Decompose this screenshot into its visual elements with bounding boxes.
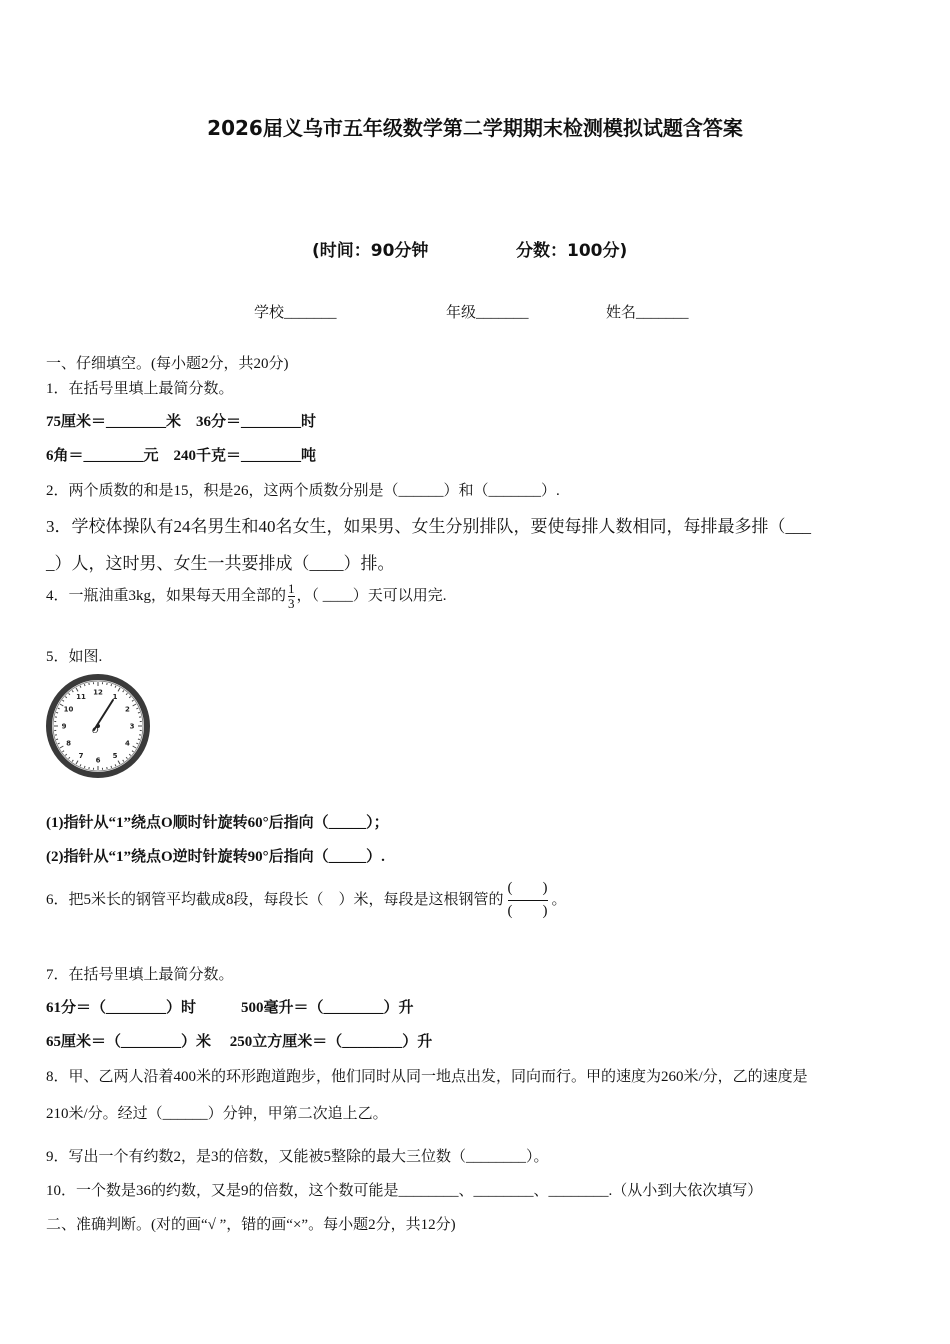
clock-number: 11 [76,693,86,702]
score-info: 分数：100分) [516,241,628,261]
q1-stem: 1．在括号里填上最简分数。 [46,381,234,397]
q4 [46,582,447,611]
clock-center-label: O [92,726,99,735]
clock-tick [56,712,58,713]
clock-number: 12 [93,688,103,697]
q8-line1: 8．甲、乙两人沿着400米的环形跑道跑步，他们同时从同一地点出发，同向而行。甲的速度为260米/分，乙的速度是 [46,1069,808,1085]
page-title: 2026届义乌市五年级数学第二学期期末检测模拟试题含答案 [207,116,743,140]
q6-after: 。 [551,891,567,908]
clock-tick [111,766,112,768]
time-info: (时间：90分钟 [312,241,429,261]
blank-fraction: $\frac{( )}{( )}$ [508,878,548,923]
q6-before: 6．把5米长的钢管平均截成8段，每段长（ ）米，每段是这根钢管的 [46,891,504,908]
clock-number: 9 [61,722,67,731]
clock-number: 3 [129,722,135,731]
q6 [46,878,567,923]
clock-number: 7 [78,751,84,760]
section1-heading: 一、仔细填空。(每小题2分，共20分) [46,356,289,372]
school-field: 学校_______ [254,305,337,321]
clock-number: 1 [112,693,118,702]
name-field: 姓名_______ [606,305,689,321]
q10: 10．一个数是36的约数，又是9的倍数，这个数可能是________、________、________.（从小到大依次填写） [46,1183,763,1199]
q5-stem: 5．如图. [46,649,103,665]
section2-heading: 二、准确判断。(对的画“√ ”，错的画“×”。每小题2分，共12分) [46,1217,456,1233]
q4-before: 4．一瓶油重3kg，如果每天用全部的 [46,587,287,604]
grade-field: 年级_______ [446,305,529,321]
q7-row1: 61分＝（________）时 500毫升＝（________）升 [46,1000,414,1016]
clock-tick [84,766,85,768]
clock-tick [138,712,140,713]
q8-line2: 210米/分。经过（______）分钟，甲第二次追上乙。 [46,1106,388,1122]
clock-tick [138,739,140,740]
q2: 2．两个质数的和是15，积是26，这两个质数分别是（______）和（_______）. [46,483,560,499]
clock-number: 4 [125,739,130,748]
clock-number: 8 [66,739,71,748]
q1-row1: 75厘米＝________米 36分＝________时 [46,414,317,430]
clock-tick [111,684,112,686]
clock-number: 10 [63,705,74,714]
clock-number: 2 [125,705,130,714]
clock-tick [84,684,85,686]
q3-line2: _）人，这时男、女生一共要排成（____）排。 [46,554,395,573]
q9: 9．写出一个有约数2，是3的倍数，又能被5整除的最大三位数（________）。 [46,1149,549,1165]
clock-tick [56,739,58,740]
q7-stem: 7．在括号里填上最简分数。 [46,967,234,983]
clock-number: 5 [112,751,118,760]
q1-row2: 6角＝________元 240千克＝________吨 [46,448,317,464]
q5-part1: (1)指针从“1”绕点O顺时针旋转60°后指向（_____）； [46,815,389,831]
q7-row2: 65厘米＝（________）米 250立方厘米＝（________）升 [46,1034,433,1050]
q5-part2: (2)指针从“1”绕点O逆时针旋转90°后指向（_____）. [46,849,385,865]
q3-line1: 3．学校体操队有24名男生和40名女生，如果男、女生分别排队，要使每排人数相同，每排最多排（___ [46,517,811,536]
clock-number: 6 [95,756,101,765]
clock-icon [44,672,152,780]
q4-after: ，（ ____）天可以用完. [296,587,447,604]
one-third-fraction: $\frac{1}{3}$ [288,581,295,611]
